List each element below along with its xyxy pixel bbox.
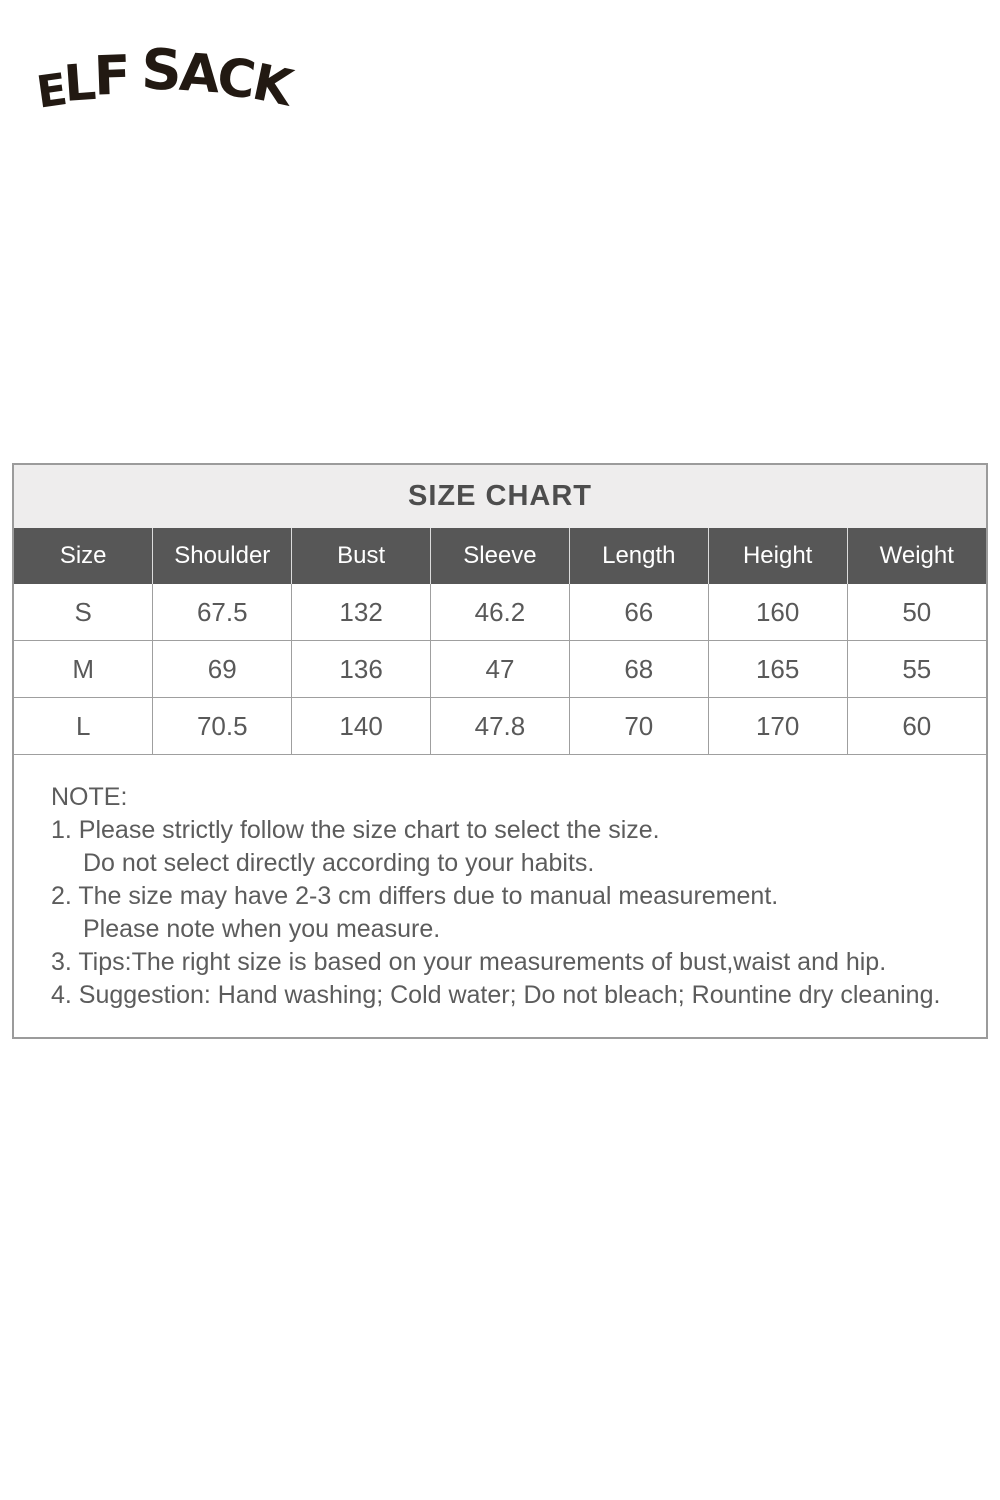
column-header-height: Height xyxy=(708,528,847,584)
cell-value: 136 xyxy=(292,641,431,698)
note-line: 4. Suggestion: Hand washing; Cold water; Do not bleach; Rountine dry cleaning. xyxy=(51,981,941,1009)
column-header-shoulder: Shoulder xyxy=(153,528,292,584)
table-row xyxy=(14,584,986,641)
size-chart-panel xyxy=(12,463,988,1039)
cell-value: 68 xyxy=(569,641,708,698)
cell-value: 55 xyxy=(847,641,986,698)
cell-value: 47.8 xyxy=(431,698,570,755)
cell-value: 69 xyxy=(153,641,292,698)
cell-value: 132 xyxy=(292,584,431,641)
cell-value: 170 xyxy=(708,698,847,755)
cell-value: 140 xyxy=(292,698,431,755)
size-table-body xyxy=(14,584,986,755)
cell-value: 50 xyxy=(847,584,986,641)
cell-value: 70.5 xyxy=(153,698,292,755)
cell-value: 46.2 xyxy=(431,584,570,641)
cell-value: 47 xyxy=(431,641,570,698)
cell-value: 60 xyxy=(847,698,986,755)
note-line: Do not select directly according to your habits. xyxy=(83,849,595,877)
note-line: 1. Please strictly follow the size chart to select the size. xyxy=(51,816,660,844)
size-table-header xyxy=(14,528,986,584)
cell-size: M xyxy=(14,641,153,698)
column-header-length: Length xyxy=(569,528,708,584)
note-line: 2. The size may have 2-3 cm differs due to manual measurement. xyxy=(51,882,779,910)
size-chart-title: SIZE CHART xyxy=(14,465,986,528)
cell-value: 165 xyxy=(708,641,847,698)
cell-size: S xyxy=(14,584,153,641)
header-row xyxy=(14,528,986,584)
note-section xyxy=(14,755,986,1012)
size-table xyxy=(14,528,986,755)
cell-value: 67.5 xyxy=(153,584,292,641)
note-heading: NOTE: xyxy=(51,783,128,811)
cell-value: 70 xyxy=(569,698,708,755)
table-row xyxy=(14,698,986,755)
cell-value: 160 xyxy=(708,584,847,641)
note-line: Please note when you measure. xyxy=(83,915,441,943)
column-header-size: Size xyxy=(14,528,153,584)
column-header-sleeve: Sleeve xyxy=(431,528,570,584)
cell-value: 66 xyxy=(569,584,708,641)
brand-logo: ELF SACK xyxy=(33,37,296,119)
column-header-bust: Bust xyxy=(292,528,431,584)
cell-size: L xyxy=(14,698,153,755)
table-row xyxy=(14,641,986,698)
note-line: 3. Tips:The right size is based on your measurements of bust,waist and hip. xyxy=(51,948,887,976)
column-header-weight: Weight xyxy=(847,528,986,584)
